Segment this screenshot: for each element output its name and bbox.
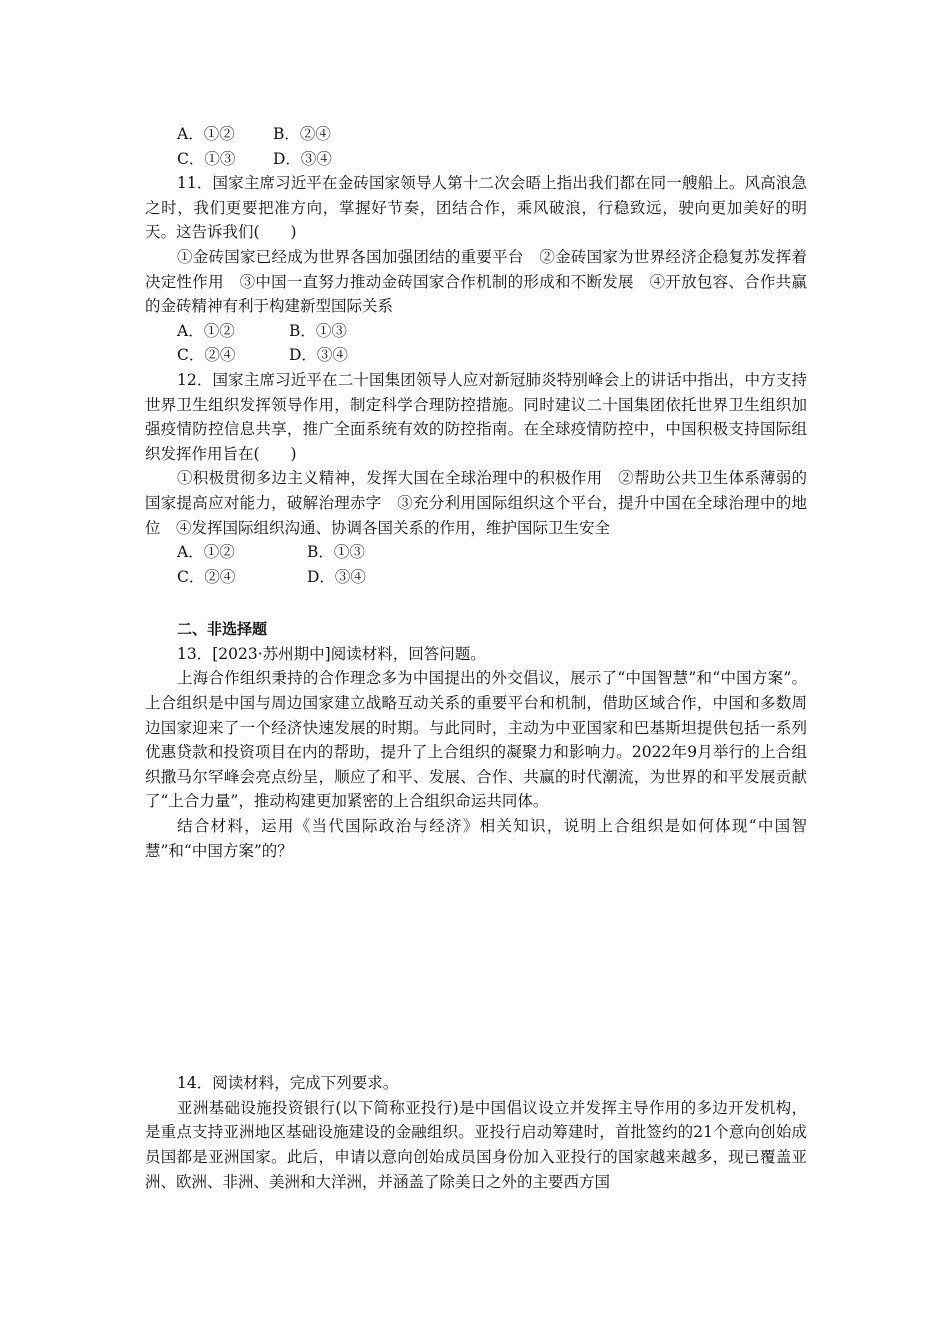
q12-options-row2 bbox=[145, 565, 807, 590]
q11-stem: 11．国家主席习近平在金砖国家领导人第十二次会晤上指出我们都在同一艘船上。风高浪急之时，我们更要把准方向，掌握好节奏，团结合作，乘风破浪，行稳致远，驶向更加美好的明天。这告诉我们( ) bbox=[145, 174, 807, 242]
q10-option-c[interactable]: C．①③ bbox=[177, 149, 236, 168]
q11-option-a[interactable]: A．①② bbox=[177, 321, 235, 340]
q12-option-a[interactable]: A．①② bbox=[177, 543, 235, 562]
q10-option-b[interactable]: B．②④ bbox=[273, 125, 331, 143]
section-heading: 二、非选择题 bbox=[177, 620, 268, 639]
q11-options-row1 bbox=[145, 319, 807, 344]
q12-option-c[interactable]: C．②④ bbox=[177, 567, 236, 586]
document-page bbox=[145, 122, 807, 1194]
q10-options-row1 bbox=[145, 122, 807, 147]
q13-question: 结合材料，运用《当代国际政治与经济》相关知识，说明上合组织是如何体现“中国智慧”和“中国方案”的？ bbox=[145, 817, 807, 860]
q11-option-b[interactable]: B．①③ bbox=[289, 321, 347, 340]
q11-option-d[interactable]: D．③④ bbox=[289, 346, 348, 365]
q14-material: 亚洲基础设施投资银行(以下简称亚投行)是中国倡议设立并发挥主导作用的多边开发机构，是重点支持亚洲地区基础设施建设的金融组织。亚投行启动筹建时，首批签约的21个意向创始成员国都是亚洲国家。此后，申请以意向创始成员国身份加入亚投行的国家越来越多，现已覆盖亚洲、欧洲、非洲、美洲和大洋洲，并涵盖了除美日之外的主要西方国 bbox=[145, 1098, 807, 1191]
q12-option-b[interactable]: B．①③ bbox=[307, 543, 365, 562]
q12-items: ①积极贯彻多边主义精神，发挥大国在全球治理中的积极作用 ②帮助公共卫生体系薄弱的国家提高应对能力，破解治理赤字 ③充分利用国际组织这个平台，提升中国在全球治理中的地位 ④发挥国际组织沟通、协调各国关系的作用，维护国际卫生安全 bbox=[145, 469, 807, 537]
q11-options-row2 bbox=[145, 343, 807, 368]
q11-items: ①金砖国家已经成为世界各国加强团结的重要平台 ②金砖国家为世界经济企稳复苏发挥着决定性作用 ③中国一直努力推动金砖国家合作机制的形成和不断发展 ④开放包容、合作共赢的金砖精神有利于构建新型国际关系 bbox=[145, 247, 807, 316]
q10-options-row2 bbox=[145, 147, 807, 172]
q13-stem: 13．[2023·苏州期中]阅读材料，回答问题。 bbox=[177, 644, 486, 663]
answer-space bbox=[145, 863, 807, 1071]
q10-option-d[interactable]: D．③④ bbox=[273, 149, 332, 168]
q12-option-d[interactable]: D．③④ bbox=[307, 567, 366, 586]
q11-option-c[interactable]: C．②④ bbox=[177, 346, 236, 365]
q12-stem: 12．国家主席习近平在二十国集团领导人应对新冠肺炎特别峰会上的讲话中指出，中方支持世界卫生组织发挥领导作用，制定科学合理防控措施。同时建议二十国集团依托世界卫生组织加强疫情防控信息共享，推广全面系统有效的防控指南。在全球疫情防控中，中国积极支持国际组织发挥作用旨在( ) bbox=[145, 370, 807, 463]
q10-option-a[interactable]: A．①② bbox=[177, 125, 235, 143]
q12-options-row1 bbox=[145, 540, 807, 565]
q13-material: 上海合作组织秉持的合作理念多为中国提出的外交倡议，展示了“中国智慧”和“中国方案”。上合组织是中国与周边国家建立战略互动关系的重要平台和机制，借助区域合作，中国和多数周边国家迎来了一个经济快速发展的时期。与此同时，主动为中亚国家和巴基斯坦提供包括一系列优惠贷款和投资项目在内的帮助，提升了上合组织的凝聚力和影响力。2022年9月举行的上合组织撒马尔罕峰会亮点纷呈，顺应了和平、发展、合作、共赢的时代潮流，为世界的和平发展贡献了“上合力量”，推动构建更加紧密的上合组织命运共同体。 bbox=[145, 669, 807, 811]
q14-stem: 14．阅读材料，完成下列要求。 bbox=[177, 1074, 399, 1093]
